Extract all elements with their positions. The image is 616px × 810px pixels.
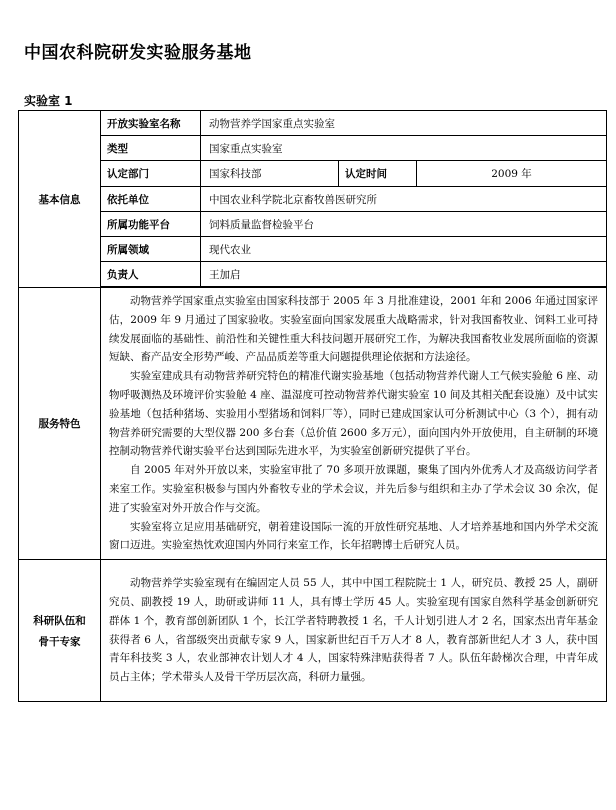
value-lab-name: 动物营养学国家重点实验室 (201, 111, 607, 136)
key-host: 依托单位 (101, 187, 201, 212)
service-paragraph: 实验室将立足应用基础研究，朝着建设国际一流的开放性研究基地、人才培养基地和国内外学术交流窗口迈进。实验室热忱欢迎国内外同行来室工作，长年招聘博士后研究人员。 (109, 520, 598, 552)
section-label-team-line2: 骨干专家 (38, 635, 81, 648)
service-paragraph: 实验室建成具有动物营养研究特色的精准代谢实验基地（包括动物营养代谢人工气候实验舱 6 座、动物呼吸测热及环境评价实验舱 4 座、温湿度可控动物营养代谢实验室 10 间及其相关配套设施）及中试实验基地（包括种猪场、实验用小型猪场和饲料厂等），同时已建成国家认可分析测试中心（3 个），拥有动物营养研究需要的大型仪器 200 多台套（总价值 2600 多万元），面向国内外开放使用，自主研制的环境控制动物营养代谢实验平台达到国际先进水平，为实验室创新研究提供了平台。 (109, 370, 598, 458)
key-field: 所属领域 (101, 237, 201, 262)
key-head: 负责人 (101, 262, 201, 287)
row-platform (19, 212, 607, 237)
lab-info-table (18, 110, 607, 702)
key-dept: 认定部门 (101, 161, 201, 187)
row-type (19, 136, 607, 161)
key-date: 认定时间 (339, 161, 417, 187)
row-team (19, 560, 607, 702)
section-label-team (19, 560, 101, 702)
team-text (101, 560, 607, 702)
key-type: 类型 (101, 136, 201, 161)
service-text (101, 288, 607, 560)
row-field (19, 237, 607, 262)
row-host (19, 187, 607, 212)
section-label-service: 服务特色 (19, 288, 101, 560)
value-platform: 饲料质量监督检验平台 (201, 212, 607, 237)
row-lab-name (19, 111, 607, 136)
key-platform: 所属功能平台 (101, 212, 201, 237)
team-paragraph: 动物营养学实验室现有在编固定人员 55 人，其中中国工程院院士 1 人，研究员、教授 25 人，副研究员、副教授 19 人，助研或讲师 11 人，具有博士学历 45 人。实验室现有国家自然科学基金创新研究群体 1 个，教育部创新团队 1 个，长江学者特聘教授 1 名，千人计划引进人才 2 名，国家杰出青年基金获得者 6 人，省部级突出贡献专家 9 人，国家新世纪百千万人才 8 人，教育部新世纪人才 3 人，获中国青年科技奖 3 人，农业部神农计划人才 4 人，国家特殊津贴获得者 7 人。队伍年龄梯次合理，中青年成员占主体；学术带头人及骨干学历层次高，科研力量强。 (109, 577, 598, 684)
row-dept-date (19, 161, 607, 187)
service-paragraph: 自 2005 年对外开放以来，实验室审批了 70 多项开放课题，聚集了国内外优秀人才及高级访问学者来室工作。实验室积极参与国内外畜牧专业的学术会议，并先后参与组织和主办了学术会议 30 余次，促进了实验室对外开放合作与交流。 (109, 464, 598, 514)
value-head: 王加启 (201, 262, 607, 287)
service-paragraph: 动物营养学国家重点实验室由国家科技部于 2005 年 3 月批准建设，2001 年和 2006 年通过国家评估，2009 年 9 月通过了国家验收。实验室面向国家发展重大战略需求，针对我国畜牧业、饲料工业可持续发展面临的基础性、前沿性和关键性重大科技问题开展研究工作，为解决我国畜牧业发展所面临的资源短缺、畜产品安全形势严峻、产品品质差等重大问题提供理论依据和方法途径。 (109, 295, 598, 364)
page-title: 中国农科院研发实验服务基地 (24, 43, 252, 63)
section-label-team-line1: 科研队伍和 (33, 614, 86, 627)
row-service (19, 288, 607, 560)
key-lab-name: 开放实验室名称 (101, 111, 201, 136)
row-head (19, 262, 607, 287)
value-date: 2009 年 (417, 161, 607, 187)
value-type: 国家重点实验室 (201, 136, 607, 161)
section-label-basic-info: 基本信息 (19, 111, 101, 288)
value-dept: 国家科技部 (201, 161, 339, 187)
value-host: 中国农业科学院北京畜牧兽医研究所 (201, 187, 607, 212)
value-field: 现代农业 (201, 237, 607, 262)
lab-title: 实验室 1 (24, 94, 73, 108)
